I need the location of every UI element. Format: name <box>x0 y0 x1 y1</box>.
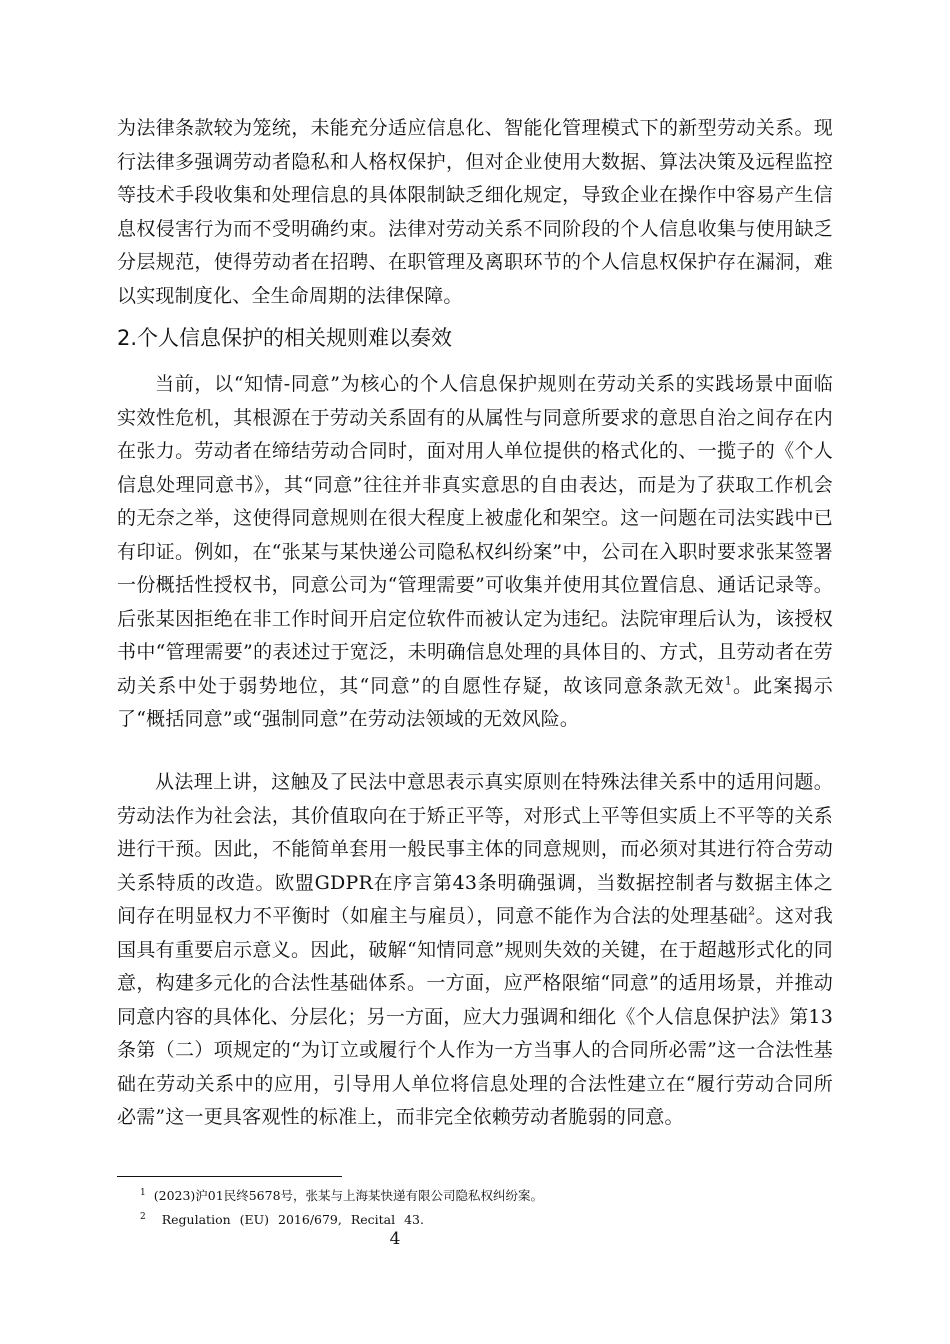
footnote-2-text: Regulation (EU) 2016/679, Recital 43. <box>161 1212 424 1227</box>
footnote-ref-1[interactable]: 1 <box>724 674 732 688</box>
page-number: 4 <box>389 1229 401 1249</box>
footnote-1-mark: 1 <box>140 1187 146 1198</box>
section-heading: 2.个人信息保护的相关规则难以奏效 <box>117 326 453 350</box>
footnote-1-text: (2023)沪01民终5678号，张某与上海某快递有限公司隐私权纠纷案。 <box>153 1188 544 1203</box>
paragraph-consent-rules <box>117 368 833 737</box>
paragraph-legal-theory <box>117 766 833 1135</box>
paragraph-legal-theory-text-a: 从法理上讲，这触及了民法中意思表示真实原则在特殊法律关系中的适用问题。劳动法作为社会法，其价值取向在于矫正平等，对形式上平等但实质上不平等的关系进行干预。因此，不能简单套用一般民事主体的同意规则，而必须对其进行符合劳动关系特质的改造。欧盟GDPR在序言第43条明确强调，当数据控制者与数据主体之间存在明显权力不平衡时（如雇主与雇员），同意不能作为合法的处理基础 <box>117 771 833 927</box>
footnote-1 <box>140 1187 820 1205</box>
paragraph-intro: 为法律条款较为笼统，未能充分适应信息化、智能化管理模式下的新型劳动关系。现行法律多强调劳动者隐私和人格权保护，但对企业使用大数据、算法决策及远程监控等技术手段收集和处理信息的具体限制缺乏细化规定，导致企业在操作中容易产生信息权侵害行为而不受明确约束。法律对劳动关系不同阶段的个人信息收集与使用缺乏分层规范，使得劳动者在招聘、在职管理及离职环节的个人信息权保护存在漏洞，难以实现制度化、全生命周期的法律保障。 <box>117 117 833 307</box>
footnote-ref-2[interactable]: 2 <box>748 904 756 918</box>
paragraph-legal-theory-text-b: 。这对我国具有重要启示意义。因此，破解“知情同意”规则失效的关键，在于超越形式化的同意，构建多元化的合法性基础体系。一方面，应严格限缩“同意”的适用场景，并推动同意内容的具体化、分层化；另一方面，应大力强调和细化《个人信息保护法》第13条第（二）项规定的“为订立或履行个人作为一方当事人的合同所必需”这一合法性基础在劳动关系中的应用，引导用人单位将信息处理的合法性建立在“履行劳动合同所必需”这一更具客观性的标准上，而非完全依赖劳动者脆弱的同意。 <box>117 905 833 1128</box>
footnote-separator <box>117 1176 342 1177</box>
footnote-2-mark: 2 <box>140 1211 146 1222</box>
paragraph-consent-rules-text-a: 当前，以“知情-同意”为核心的个人信息保护规则在劳动关系的实践场景中面临实效性危机，其根源在于劳动关系固有的从属性与同意所要求的意思自治之间存在内在张力。劳动者在缔结劳动合同时，面对用人单位提供的格式化的、一揽子的《个人信息处理同意书》，其“同意”往往并非真实意思的自由表达，而是为了获取工作机会的无奈之举，这使得同意规则在很大程度上被虚化和架空。这一问题在司法实践中已有印证。例如，在“张某与某快递公司隐私权纠纷案”中，公司在入职时要求张某签署一份概括性授权书，同意公司为“管理需要”可收集并使用其位置信息、通话记录等。后张某因拒绝在非工作时间开启定位软件而被认定为违纪。法院审理后认为，该授权书中“管理需要”的表述过于宽泛，未明确信息处理的具体目的、方式，且劳动者在劳动关系中处于弱势地位，其“同意”的自愿性存疑，故该同意条款无效 <box>117 373 833 697</box>
paragraph-consent-rules-text-b: 。此案揭示了“概括同意”或“强制同意”在劳动法领域的无效风险。 <box>117 674 833 730</box>
footnote-2 <box>140 1211 820 1229</box>
